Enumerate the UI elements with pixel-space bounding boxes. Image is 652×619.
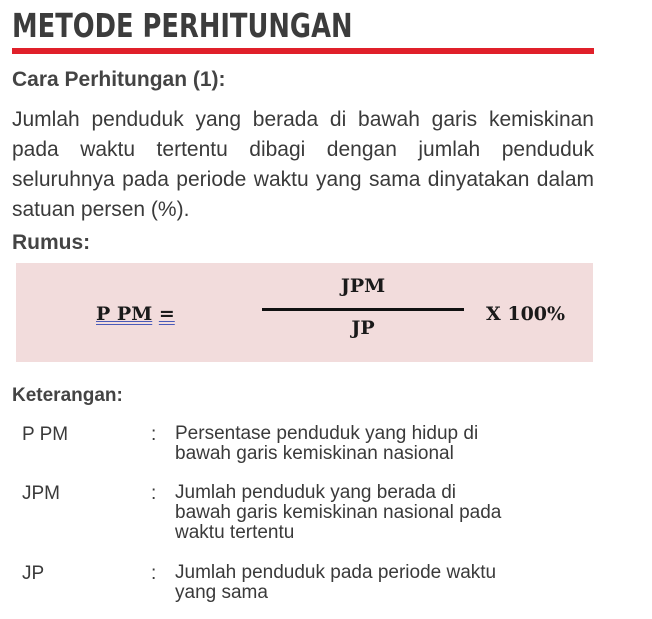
fraction-bar [262, 308, 464, 311]
legend-description-line: bawah garis kemiskinan nasional [175, 443, 454, 464]
legend-colon: : [151, 563, 157, 584]
legend-description-line: yang sama [175, 582, 268, 603]
legend-description [175, 483, 605, 543]
method-description: Jumlah penduduk yang berada di bawah garis kemiskinan pada waktu tertentu dibagi dengan jumlah penduduk seluruhnya pada periode waktu yang sama dinyatakan dalam satuan persen (%). [12, 108, 594, 221]
formula-lhs-term: P PM [96, 303, 153, 325]
title-divider [12, 48, 594, 54]
legend-colon: : [151, 483, 157, 504]
legend-term: JPM [22, 483, 60, 504]
legend-description-line: Jumlah penduduk yang berada di [175, 482, 456, 503]
legend-description [175, 424, 605, 464]
formula-box [16, 263, 593, 362]
formula-label: Rumus: [12, 231, 91, 254]
method-subtitle: Cara Perhitungan (1): [12, 68, 226, 91]
legend-description [175, 563, 605, 603]
legend-description-line: bawah garis kemiskinan nasional pada [175, 502, 502, 523]
formula-lhs [96, 303, 175, 325]
legend-title: Keterangan: [12, 385, 123, 406]
formula-equals: = [158, 303, 175, 325]
page-title: METODE PERHITUNGAN [12, 6, 353, 45]
formula-denominator: JP [351, 317, 375, 339]
legend-term: JP [22, 563, 45, 584]
formula-numerator: JPM [340, 275, 386, 297]
legend-description-line: Jumlah penduduk pada periode waktu [175, 562, 497, 583]
legend-description-line: waktu tertentu [175, 522, 295, 543]
legend-colon: : [151, 424, 157, 445]
legend-description-line: Persentase penduduk yang hidup di [175, 423, 479, 444]
formula-multiplier: X 100% [486, 303, 566, 325]
legend-term: P PM [22, 424, 69, 445]
